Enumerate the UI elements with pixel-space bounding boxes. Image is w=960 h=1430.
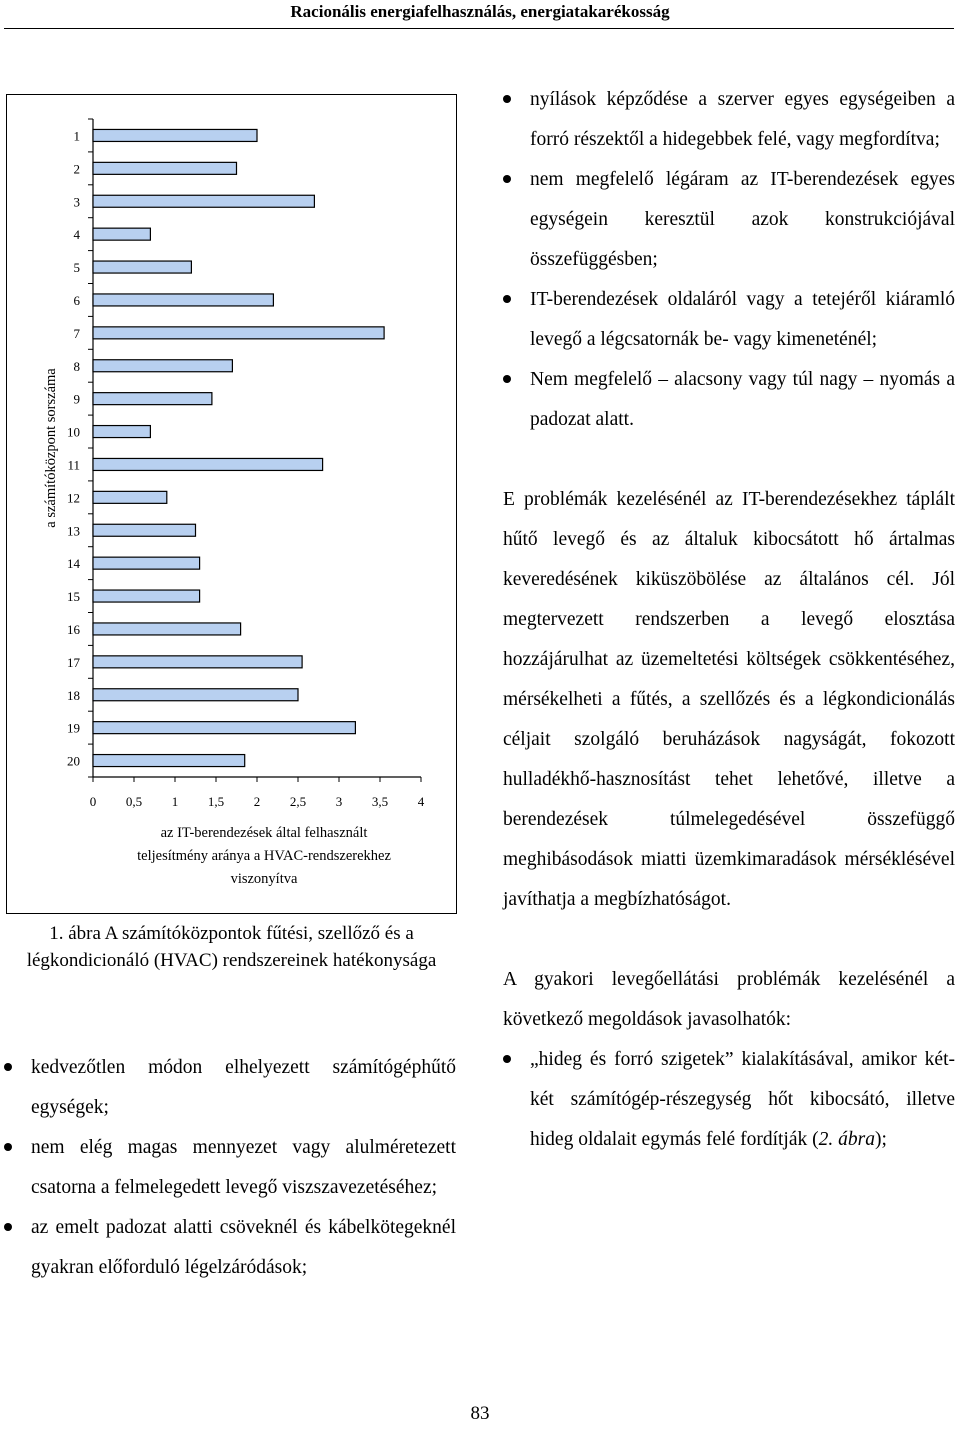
bar [93,360,232,372]
chart-labels [43,128,425,887]
y-tick-label: 2 [73,161,80,177]
bar [93,755,245,767]
bullet-icon [4,1223,12,1231]
left-bullet-list [4,1048,456,1288]
bar [93,722,355,734]
hvac-efficiency-chart [7,95,458,915]
bar [93,393,212,405]
y-tick-label: 8 [73,358,80,374]
right-column [503,80,955,1160]
bar [93,195,314,207]
y-tick-label: 17 [67,654,80,670]
y-tick-label: 6 [73,292,80,308]
paragraph-problems: E problémák kezelésénél az IT-berendezésekhez táplált hűtő levegő és az általuk kibocsátott hő ártalmas keveredésének kiküszöbölése az általános cél. Jól megtervezett rendszerben a levegő elosztása hozzájárulhat az üzemeltetési költségek csökkentéséhez, mérsékelheti a fűtés, a szellőzés és a légkondicionálás céljait szolgáló beruházások nagyságát, fokozott hulladékhő-hasznosítást tehet lehetővé, illetve a berendezések túlmelegedésével összefüggő meghibásodások miatti üzemkimaradások mérséklésével javíthatja a megbízhatóságot. [503,489,955,910]
x-tick-label: 1 [171,794,179,809]
y-tick-label: 7 [73,325,80,341]
y-tick-label: 5 [73,260,80,276]
y-tick-label: 9 [73,391,80,407]
y-tick-label: 19 [67,720,80,736]
bar [93,458,323,470]
y-tick-label: 1 [73,128,80,144]
bullet-icon [503,1055,511,1063]
bar [93,623,241,635]
figure-caption: 1. ábra A számítóközpontok fűtési, szellőző és a légkondicionáló (HVAC) rendszereinek hatékonysága [26,923,437,971]
x-tick-label: 0,5 [125,794,143,809]
x-tick-label: 0 [89,794,97,809]
bullet-icon [4,1143,12,1151]
list-item: nyílások képződése a szerver egyes egységeiben a forró részektől a hidegebbek felé, vagy megfordítva; [503,80,955,160]
chart-bars [93,129,384,766]
x-tick-label: 1,5 [207,794,225,809]
x-tick-label: 2,5 [289,794,307,809]
paragraph-solutions: A gyakori levegőellátási problémák kezelésénél a következő megoldások javasolhatók: [503,969,955,1030]
bar [93,327,384,339]
bar [93,491,167,503]
x-tick-label: 3,5 [371,794,389,809]
bar [93,656,302,668]
bar [93,162,237,174]
y-tick-label: 14 [67,556,80,572]
y-tick-label: 18 [67,687,80,703]
y-tick-label: 20 [67,753,80,769]
list-item: IT-berendezések oldaláról vagy a tetejéről kiáramló levegő a légcsatornák be- vagy kimeneténél; [503,280,955,360]
y-tick-label: 13 [67,523,80,539]
list-item: „hideg és forró szigetek” kialakításával, amikor két-két számítógép-részegység hőt kibocsátó, illetve hideg oldalait egymás felé fordítják (2. ábra); [503,1040,955,1160]
figure-frame [6,94,457,914]
y-tick-label: 12 [67,490,80,506]
x-tick-label: 2 [253,794,261,809]
right-bullet-list-bottom [503,1040,955,1160]
bar [93,294,273,306]
y-tick-label: 3 [73,194,80,210]
bullet-icon [503,295,511,303]
page-number: 83 [470,1403,490,1424]
bar [93,228,150,240]
y-tick-label: 4 [73,227,80,243]
y-axis-title: a számítóközpont sorszáma [43,368,59,528]
bar [93,261,191,273]
list-item: kedvezőtlen módon elhelyezett számítógéphűtő egységek; [4,1048,456,1128]
bullet-icon [4,1063,12,1071]
right-bullet-list-top [503,80,955,440]
bar [93,689,298,701]
x-tick-label: 4 [417,794,425,809]
bullet-icon [503,95,511,103]
figure-reference: 2. ábra [818,1129,875,1150]
bar [93,524,196,536]
list-item: az emelt padozat alatti csöveknél és kábelkötegeknél gyakran előforduló légelzáródások; [4,1208,456,1288]
y-tick-label: 16 [67,621,80,637]
x-axis-title: az IT-berendezések által felhasznált teljesítmény aránya a HVAC-rendszerekhez viszonyítva [137,825,391,887]
y-tick-label: 15 [67,589,80,605]
bar [93,129,257,141]
left-column [4,1048,456,1288]
bullet-icon [503,375,511,383]
running-header: Racionális energiafelhasználás, energiatakarékosság [290,2,670,21]
bullet-icon [503,175,511,183]
bar [93,557,200,569]
y-tick-label: 11 [67,457,80,473]
header-rule [4,28,954,29]
bar [93,426,150,438]
list-item: nem megfelelő légáram az IT-berendezések egyes egységein keresztül azok konstrukciójával összefüggésben; [503,160,955,280]
list-item: nem elég magas mennyezet vagy alulméretezett csatorna a felmelegedett levegő viszszavezetéséhez; [4,1128,456,1208]
y-tick-label: 10 [67,424,80,440]
list-item: Nem megfelelő – alacsony vagy túl nagy – nyomás a padozat alatt. [503,360,955,440]
x-tick-label: 3 [335,794,343,809]
chart-axes [88,119,421,782]
bar [93,590,200,602]
